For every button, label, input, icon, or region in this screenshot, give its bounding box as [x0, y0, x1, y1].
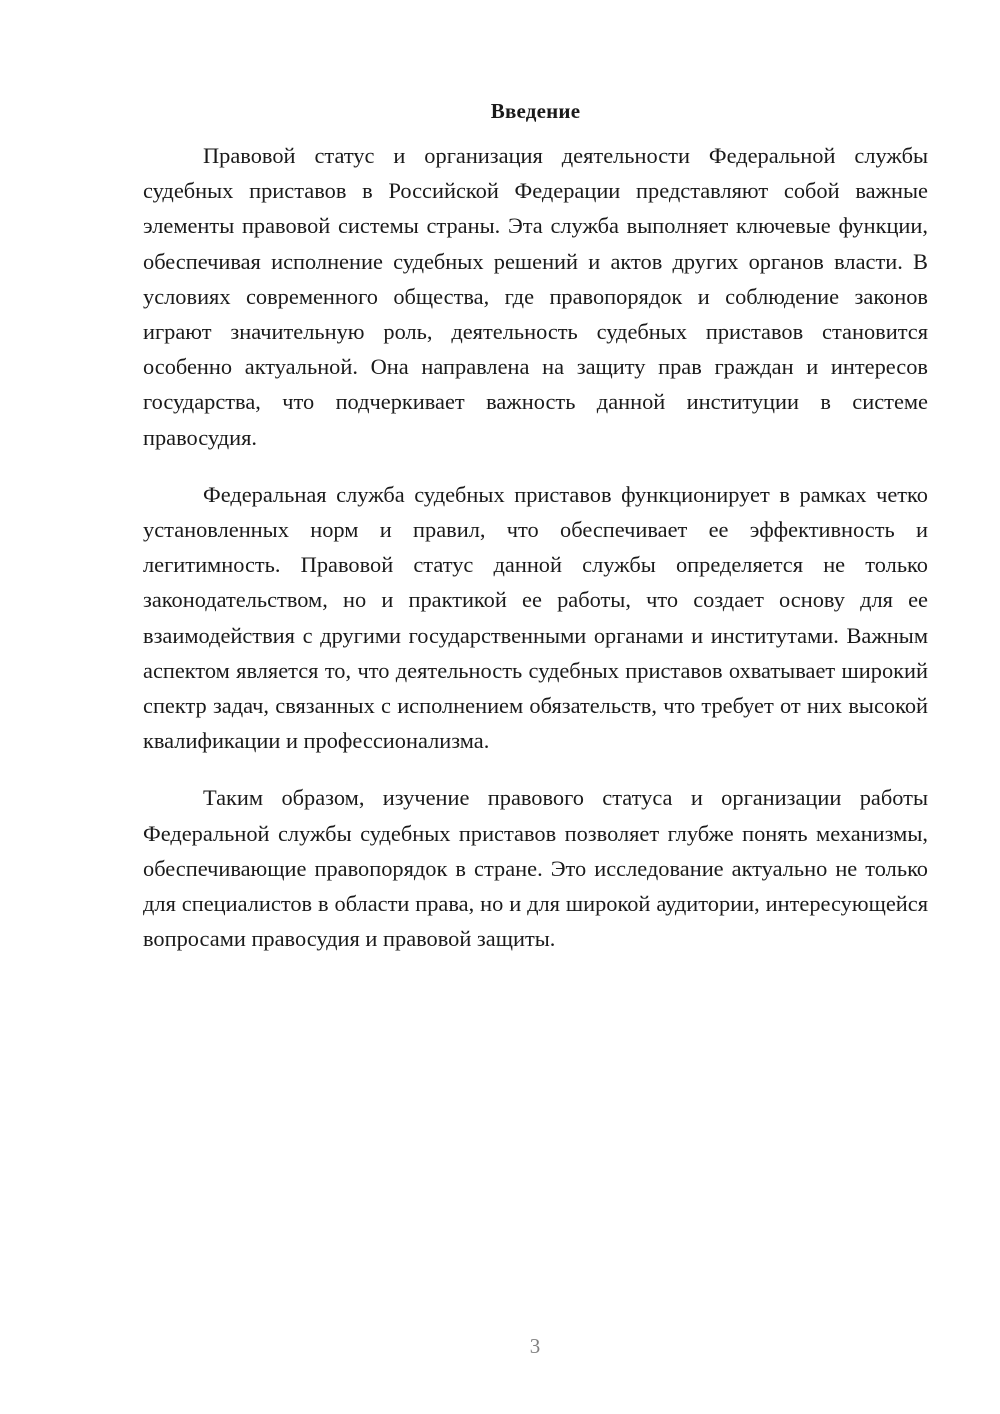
- paragraph-3: Таким образом, изучение правового статуса и организации работы Федеральной службы судебных приставов позволяет глубже понять механизмы, обеспечивающие правопорядок в стране. Это исследование актуально не только для специалистов в области права, но и для широкой аудитории, интересующейся вопросами правосудия и правовой защиты.: [143, 785, 928, 952]
- paragraph-1: Правовой статус и организация деятельности Федеральной службы судебных приставов в Российской Федерации представляют собой важные элементы правовой системы страны. Эта служба выполняет ключевые функции, обеспечивая исполнение судебных решений и актов других органов власти. В условиях современного общества, где правопорядок и соблюдение законов играют значительную роль, деятельность судебных приставов становится особенно актуальной. Она направлена на защиту прав граждан и интересов государства, что подчеркивает важность данной институции в системе правосудия.: [143, 143, 928, 450]
- page-content: [143, 96, 928, 978]
- paragraph-2: Федеральная служба судебных приставов функционирует в рамках четко установленных норм и правил, что обеспечивает ее эффективность и легитимность. Правовой статус данной службы определяется не только законодательством, но и практикой ее работы, что создает основу для ее взаимодействия с другими государственными органами и институтами. Важным аспектом является то, что деятельность судебных приставов охватывает широкий спектр задач, связанных с исполнением обязательств, что требует от них высокой квалификации и профессионализма.: [143, 481, 928, 754]
- page-number: 3: [529, 1334, 541, 1358]
- section-title: Введение: [490, 99, 581, 123]
